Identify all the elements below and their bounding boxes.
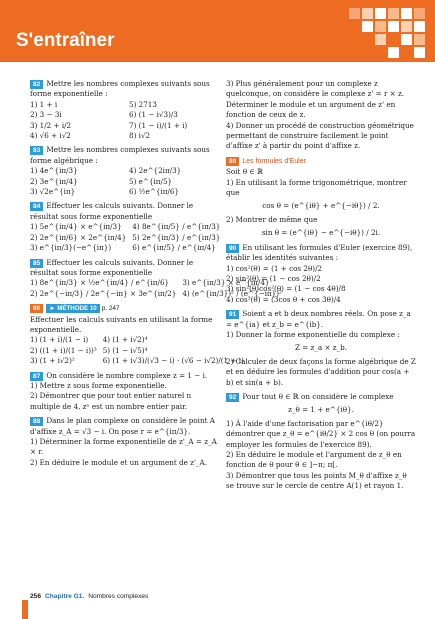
list-item: 4) √6 + i√2 — [30, 131, 71, 141]
exercise-items — [30, 100, 222, 142]
exercise-number: 86 — [30, 304, 43, 313]
list-item: 2) Calculer de deux façons la forme algébrique de Z et en déduire les formules d'addition pour cos(a + b) et sin(a + b). — [226, 356, 416, 387]
exercise-statement: Soient a et b deux nombres réels. On pose z_a = e^{ia} et z_b = e^{ib}. — [226, 309, 411, 329]
exercise-items — [30, 335, 244, 366]
exercise-statement: Effectuer les calculs suivants en utilisant la forme exponentielle. — [30, 314, 213, 334]
page-footer — [30, 593, 148, 600]
exercise-number: 83 — [30, 146, 43, 155]
exercise-84 — [30, 201, 222, 253]
list-item: 1) (1 + i)/(1 − i) — [30, 335, 89, 345]
list-item: 2) ((1 + i)/(1 − i))³ — [30, 345, 97, 355]
exercise-88 — [30, 416, 222, 468]
exercise-statement: Mettre les nombres complexes suivants sous forme exponentielle : — [30, 79, 210, 99]
list-item: 5) 2e^{iπ/3} / e^{iπ/3} — [132, 232, 221, 242]
list-item: 1) Donner la forme exponentielle du complexe : — [226, 329, 400, 339]
list-item: 2) Montrer de même que — [226, 214, 318, 224]
exercise-title: Les formules d'Euler — [242, 157, 306, 165]
exercise-83 — [30, 145, 222, 197]
decorative-mosaic — [349, 0, 435, 62]
right-column — [226, 79, 416, 496]
method-label: MÉTHODE 10 — [57, 305, 97, 313]
exercise-number: 91 — [226, 310, 239, 319]
method-page-ref: p. 247 — [101, 305, 120, 313]
list-item: 2) 3 − 3i — [30, 110, 62, 120]
exercise-number: 87 — [30, 372, 43, 381]
exercise-number: 82 — [30, 80, 43, 89]
exercise-92 — [226, 392, 416, 492]
list-item: 8) i√2 — [129, 131, 151, 141]
exercise-89 — [226, 156, 416, 239]
exercise-number: 89 — [226, 157, 239, 166]
list-item: 2) sin²(θ) = (1 − cos 2θ)/2 — [226, 273, 321, 283]
exercise-statement: Soit θ ∈ ℝ — [226, 167, 263, 177]
list-item: 4) cos³(θ) = (3cos θ + cos 3θ)/4 — [226, 294, 341, 304]
exercise-87 — [30, 371, 222, 413]
list-item: 4) Donner un procédé de construction géométrique permettant de construire facilement le point d'affixe z' à partir du point d'affixe z. — [226, 120, 414, 151]
exercise-items — [30, 222, 222, 253]
list-item: 6) (1 + i√3)/(√3 − i) · (√6 − i√2)/(1 + i) — [102, 356, 244, 366]
exercise-88-continued — [226, 79, 416, 152]
list-item: 5) e^{iπ/5} — [129, 176, 173, 186]
exercise-items — [30, 278, 282, 299]
chapter-label: Chapitre G1. — [45, 593, 85, 600]
page-number: 256 — [30, 593, 42, 600]
exercise-statement: On considère le nombre complexe z = 1 − i. — [46, 370, 208, 380]
list-item: 4) 2e^{2iπ/3} — [129, 166, 182, 176]
list-item: 3) sin²(θ)cos²(θ) = (1 − cos 4θ)/8 — [226, 284, 346, 294]
list-item: 5) 2713 — [129, 99, 157, 109]
exercise-90 — [226, 243, 416, 305]
exercise-91 — [226, 309, 416, 388]
list-item: 6) e^{iπ/5} / e^{iπ/4} — [132, 243, 216, 253]
list-item: 1) 5e^{iπ/4} × e^{iπ/3} — [30, 222, 122, 232]
list-item: 4) (1 + i√2)⁴ — [102, 335, 148, 345]
list-item: 1) 1 + i — [30, 99, 58, 109]
list-item: 3) 1/2 + i/2 — [30, 120, 72, 130]
list-item: 2) En déduire le module et l'argument de z_θ en fonction de θ pour θ ∈ ]−π; π[. — [226, 450, 402, 470]
exercise-number: 84 — [30, 202, 43, 211]
page-header-banner — [0, 0, 435, 62]
method-link[interactable]: ► MÉTHODE 10 — [46, 304, 99, 313]
exercise-statement: Effectuer les calculs suivants. Donner le résultat sous forme exponentielle — [30, 201, 194, 221]
formula: sin θ = (e^{iθ} − e^{−iθ}) / 2i. — [261, 228, 381, 238]
list-item: 7) (1 − i)/(1 + i) — [129, 120, 188, 130]
list-item: 2) En déduire le module et un argument de z'_A. — [30, 457, 207, 467]
list-item: 1) 4e^{iπ/3} — [30, 166, 78, 176]
formula: z_θ = 1 + e^{iθ}. — [288, 405, 354, 415]
page-title: S'entraîner — [16, 30, 115, 51]
list-item: 1) Mettre z sous forme exponentielle. — [30, 380, 167, 390]
list-item: 1) En utilisant la forme trigonométrique, montrer que — [226, 177, 407, 198]
exercise-statement: Effectuer les calculs suivants. Donner le résultat sous forme exponentielle — [30, 257, 194, 277]
list-item: 4) (e^{iπ/3})² / (e^{−iπ})² — [182, 288, 282, 298]
list-item: 3) Plus généralement pour un complexe z quelconque, on considère le complexe z' = r × z. Déterminer le module et un argument de z' en fonction de ceux de z. — [226, 79, 405, 120]
exercise-items — [30, 166, 222, 197]
exercise-82 — [30, 79, 222, 141]
exercise-statement: Dans le plan complexe on considère le point A d'affixe z_A = √3 − i. On pose r = e^{iπ/3}. — [30, 416, 215, 436]
list-item: 2) 3e^{iπ/4} — [30, 176, 78, 186]
list-item: 3) (1 + i√2)² — [30, 356, 75, 366]
list-item: 6) ½e^{iπ/6} — [129, 187, 180, 197]
list-item: 3) Démontrer que tous les points M_θ d'affixe z_θ se trouve sur le cercle de centre A(1) et rayon 1. — [226, 470, 407, 491]
list-item: 2) 2e^{iπ/6} × 2e^{iπ/4} — [30, 232, 127, 242]
list-item: 3) √2e^{iπ} — [30, 187, 76, 197]
exercise-statement: Pour tout θ ∈ ℝ on considère le complexe — [242, 391, 394, 401]
list-item: 3) e^{iπ/3} × e^{iπ/4} — [182, 278, 270, 288]
exercise-number: 92 — [226, 393, 239, 402]
list-item: 5) (1 − i√5)⁴ — [102, 345, 148, 355]
exercise-statement: En utilisant les formules d'Euler (exercice 89), établir les identités suivantes : — [226, 242, 413, 263]
list-item: 3) e^{iπ/3}(−e^{iπ}) — [30, 243, 112, 253]
chapter-title: Nombres complexes — [88, 593, 149, 600]
formula: Z = z_a × z_b. — [294, 343, 348, 353]
exercise-statement: Mettre les nombres complexes suivants sous forme algébrique : — [30, 145, 210, 165]
list-item: 4) 8e^{iπ/5} / e^{iπ/3} — [132, 222, 221, 232]
exercise-number: 88 — [30, 417, 43, 426]
list-item: 1) À l'aide d'une factorisation par e^{iθ/2} démontrer que z_θ = e^{iθ/2} × 2 cos θ (on pourra employer les formules de l'exercice 89). — [226, 418, 416, 449]
list-item: 2) Démontrer que pour tout entier naturel n multiple de 4, zⁿ est un nombre entier pair. — [30, 391, 192, 411]
list-item: 1) cos²(θ) = (1 + cos 2θ)/2 — [226, 263, 323, 273]
list-item: 1) Déterminer la forme exponentielle de z'_A = z_A × r. — [30, 437, 217, 457]
page-marker-bar — [22, 600, 28, 619]
list-item: 6) (1 − i√3)/3 — [129, 110, 178, 120]
exercise-number: 90 — [226, 244, 239, 253]
list-item: 2) 2e^{−iπ/3} / 2e^{−iπ} × 3e^{iπ/2} — [30, 288, 177, 298]
formula: cos θ = (e^{iθ} + e^{−iθ}) / 2. — [262, 201, 380, 211]
list-item: 1) 8e^{iπ/3} × ½e^{iπ/4} / e^{iπ/6} — [30, 278, 170, 288]
exercise-number: 85 — [30, 259, 43, 268]
